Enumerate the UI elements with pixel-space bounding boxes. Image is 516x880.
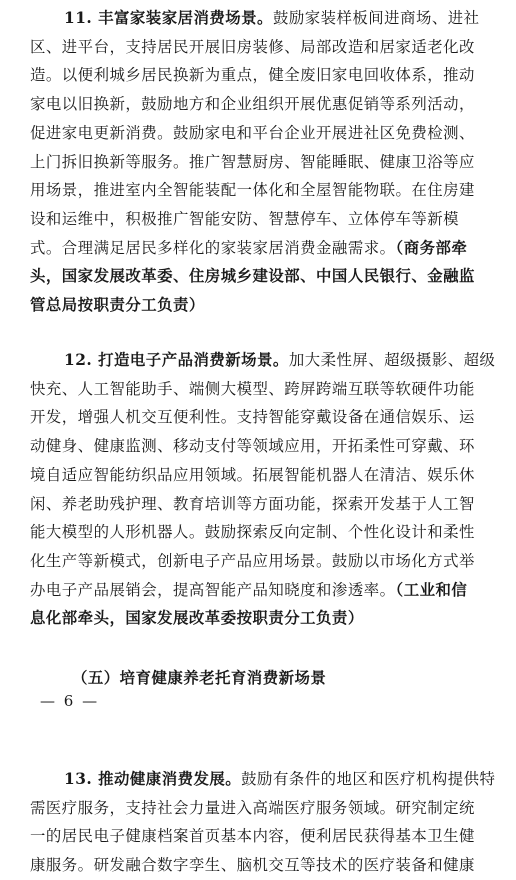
para-bold: 11. 丰富家装家居消费场景。 — [64, 9, 273, 27]
para-line: 动健身、健康监测、移动支付等领域应用，开拓柔性可穿戴、环 — [30, 437, 475, 456]
para-text: 鼓励家装样板间进商场、进社 — [272, 9, 480, 27]
section-heading: （五）培育健康养老托育消费新场景 — [72, 669, 327, 687]
para-line: 头，国家发展改革委、住房城乡建设部、中国人民银行、金融监 — [30, 267, 475, 286]
para-line: 设和运维中，积极推广智能安防、智慧停车、立体停车等新模 — [30, 209, 460, 228]
paragraph-12 — [30, 346, 498, 633]
para-bold: （工业和信 — [395, 580, 468, 599]
para-line: 上门拆旧换新等服务。推广智慧厨房、智能睡眠、健康卫浴等应 — [30, 152, 475, 171]
para-line: 需医疗服务，支持社会力量进入高端医疗服务领域。研究制定统 — [30, 798, 475, 817]
para-line — [30, 765, 498, 794]
para-line: 用场景，推进室内全智能装配一体化和全屋智能物联。在住房建 — [30, 181, 475, 200]
para-line — [30, 346, 498, 375]
para-line: 家电以旧换新，鼓励地方和企业组织开展优惠促销等系列活动， — [30, 95, 475, 114]
para-text: 鼓励有条件的地区和医疗机构提供特 — [241, 770, 496, 788]
para-bold: 13. 推动健康消费发展。 — [64, 770, 242, 788]
para-line: 康服务。研发融合数字孪生、脑机交互等技术的医疗装备和健康 — [30, 856, 475, 875]
para-text: 式。合理满足居民多样化的家装家居消费金融需求。 — [30, 238, 396, 257]
para-line: 息化部牵头，国家发展改革委按职责分工负责） — [30, 609, 364, 628]
para-line: 闲、养老助残护理、教育培训等方面功能，探索开发基于人工智 — [30, 494, 475, 513]
page-number: — 6 — — [40, 692, 100, 710]
para-line — [30, 234, 498, 263]
paragraph-11 — [30, 4, 498, 320]
para-line — [30, 576, 498, 605]
para-line: 促进家电更新消费。鼓励家电和平台企业开展进社区免费检测、 — [30, 123, 475, 142]
para-line: 造。以便利城乡居民换新为重点，健全废旧家电回收体系，推动 — [30, 66, 475, 85]
para-text: 加大柔性屏、超级摄影、超级 — [288, 351, 496, 369]
para-line: 管总局按职责分工负责） — [30, 296, 205, 315]
para-line — [30, 4, 498, 33]
para-line: 开发，增强人机交互便利性。支持智能穿戴设备在通信娱乐、运 — [30, 408, 475, 427]
para-line: 化生产等新模式，创新电子产品应用场景。鼓励以市场化方式举 — [30, 551, 475, 570]
para-line: 能大模型的人形机器人。鼓励探索反向定制、个性化设计和柔性 — [30, 523, 475, 542]
para-line: 境自适应智能纺织品应用领域。拓展智能机器人在清洁、娱乐休 — [30, 465, 475, 484]
paragraph-13 — [30, 765, 498, 880]
para-bold: （商务部牵 — [395, 238, 468, 257]
para-text: 办电子产品展销会，提高智能产品知晓度和渗透率。 — [30, 580, 396, 599]
para-line: 区、进平台，支持居民开展旧房装修、局部改造和居家适老化改 — [30, 37, 475, 56]
para-bold: 12. 打造电子产品消费新场景。 — [64, 351, 289, 369]
para-line: 快充、人工智能助手、端侧大模型、跨屏跨端互联等软硬件功能 — [30, 379, 475, 398]
para-line: 一的居民电子健康档案首页基本内容，便利居民获得基本卫生健 — [30, 827, 475, 846]
